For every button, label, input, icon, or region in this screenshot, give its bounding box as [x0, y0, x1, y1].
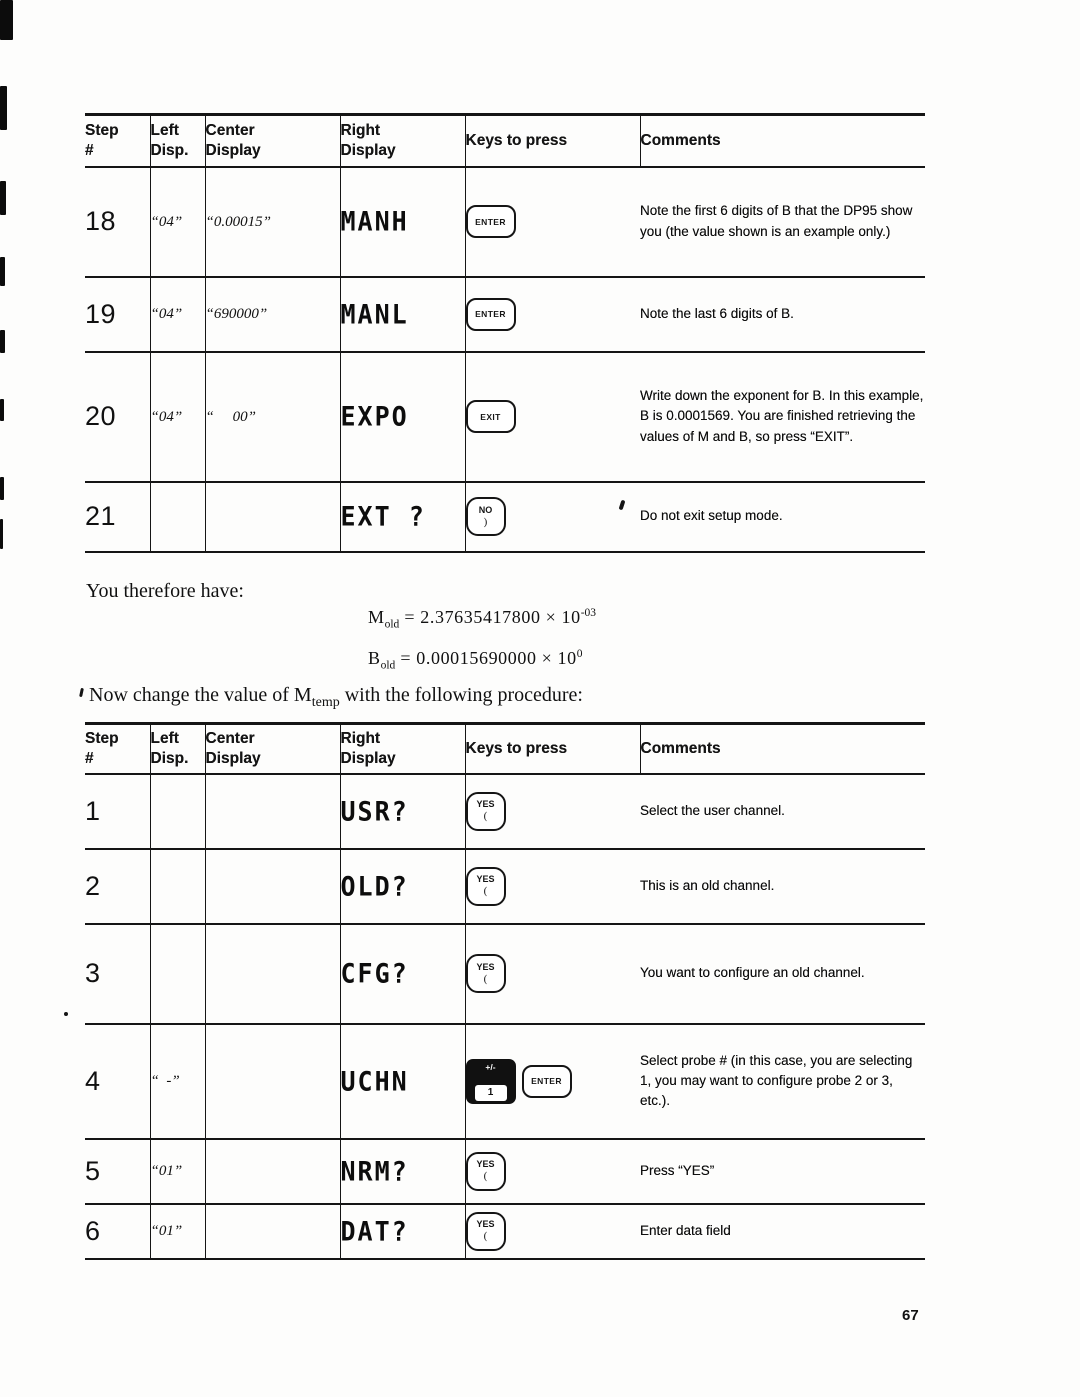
- col-header-keys: Keys to press: [465, 724, 640, 774]
- table-row: [85, 1024, 925, 1139]
- table-row: [85, 167, 925, 277]
- left-display-value: “ -”: [150, 1073, 180, 1089]
- scan-artifact: [0, 330, 5, 353]
- scan-artifact: [0, 477, 4, 500]
- stray-mark: [79, 688, 84, 697]
- step-number: 5: [85, 1155, 101, 1186]
- table-row: [85, 849, 925, 924]
- lcd-display: DAT?: [340, 1215, 409, 1247]
- no-key: NO ): [466, 497, 506, 536]
- table-row: [85, 1139, 925, 1204]
- col-header-left-disp: Left Disp.: [150, 115, 205, 167]
- lcd-display: NRM?: [340, 1155, 409, 1187]
- page-number: 67: [902, 1307, 919, 1324]
- left-display-value: “01”: [150, 1223, 183, 1239]
- yes-key: YES (: [466, 1212, 506, 1251]
- scan-artifact: [0, 399, 4, 421]
- intro-text: You therefore have:: [86, 580, 244, 602]
- left-display-value: “04”: [150, 213, 183, 230]
- table-header-row: [85, 724, 925, 774]
- col-header-right-display: Right Display: [340, 724, 465, 774]
- left-display-value: “04”: [150, 306, 183, 322]
- lcd-display: MANH: [340, 206, 409, 237]
- step-number: 2: [85, 870, 101, 901]
- m-old-equation: $M_{old} = 2.37635417800 \times 10^{-03}$: [368, 607, 597, 631]
- center-display-value: “ 00”: [205, 408, 256, 425]
- scan-artifact: [0, 257, 5, 286]
- plus-minus-1-key: +/- 1: [466, 1059, 516, 1104]
- comment-text: Do not exit setup mode.: [640, 508, 783, 524]
- procedure-intro-text: Now change the value of $M_{temp}$ with the following procedure:: [89, 684, 583, 710]
- step-number: 20: [85, 401, 117, 431]
- table-row: [85, 924, 925, 1024]
- center-display-value: “0.00015”: [205, 213, 271, 230]
- step-number: 6: [85, 1215, 101, 1246]
- yes-key: YES (: [466, 1152, 506, 1191]
- col-header-center-display: Center Display: [205, 724, 340, 774]
- step-number: 3: [85, 958, 101, 988]
- exit-key: EXIT: [466, 400, 516, 433]
- lcd-display: USR?: [340, 795, 409, 827]
- left-display-value: “01”: [150, 1163, 183, 1179]
- table-row: [85, 352, 925, 482]
- center-display-value: “690000”: [205, 306, 268, 322]
- yes-key: YES (: [466, 954, 506, 993]
- scan-artifact: [0, 181, 6, 215]
- comment-text: Select the user channel.: [640, 802, 785, 818]
- comment-text: Write down the exponent for B. In this example, B is 0.0001569. You are finished retrieving the values of M and B, so press “EXIT”.: [640, 388, 924, 444]
- lcd-display: EXT ?: [340, 501, 426, 532]
- enter-key: ENTER: [522, 1065, 572, 1098]
- lcd-display: EXPO: [340, 401, 409, 432]
- procedure-table-1: [85, 113, 925, 553]
- comment-text: Note the first 6 digits of B that the DP95 show you (the value shown is an example only.): [640, 203, 913, 239]
- table-row: [85, 774, 925, 849]
- step-number: 4: [85, 1065, 101, 1096]
- col-header-comments: Comments: [640, 115, 925, 167]
- step-number: 19: [85, 298, 117, 329]
- col-header-keys: Keys to press: [465, 115, 640, 167]
- scan-artifact: [0, 0, 13, 40]
- step-number: 18: [85, 206, 117, 236]
- lcd-display: UCHN: [340, 1065, 409, 1097]
- b-old-equation: $B_{old} = 0.00015690000 \times 10^0$: [368, 648, 583, 672]
- enter-key: ENTER: [466, 298, 516, 331]
- col-header-left-disp: Left Disp.: [150, 724, 205, 774]
- yes-key: YES (: [466, 867, 506, 906]
- col-header-comments: Comments: [640, 724, 925, 774]
- col-header-step: Step #: [85, 724, 150, 774]
- table-header-row: [85, 115, 925, 167]
- comment-text: Select probe # (in this case, you are selecting 1, you may want to configure probe 2 or 3, etc.).: [640, 1052, 913, 1109]
- col-header-step: Step #: [85, 115, 150, 167]
- comment-text: Note the last 6 digits of B.: [640, 305, 794, 321]
- stray-mark: [64, 1012, 68, 1016]
- lcd-display: MANL: [340, 298, 409, 330]
- table-row: [85, 277, 925, 352]
- col-header-center-display: Center Display: [205, 115, 340, 167]
- lcd-display: CFG?: [340, 958, 409, 989]
- comment-text: You want to configure an old channel.: [640, 965, 865, 981]
- enter-key: ENTER: [466, 205, 516, 238]
- scan-artifact: [0, 86, 7, 130]
- comment-text: Press “YES”: [640, 1162, 715, 1178]
- procedure-table-2: [85, 722, 925, 1260]
- step-number: 21: [85, 501, 117, 531]
- col-header-right-display: Right Display: [340, 115, 465, 167]
- table-row: [85, 482, 925, 552]
- left-display-value: “04”: [150, 408, 183, 425]
- step-number: 1: [85, 795, 101, 826]
- comment-text: This is an old channel.: [640, 877, 775, 893]
- comment-text: Enter data field: [640, 1222, 731, 1238]
- lcd-display: OLD?: [340, 870, 409, 902]
- table-row: [85, 1204, 925, 1259]
- yes-key: YES (: [466, 792, 506, 831]
- scan-artifact: [0, 519, 3, 549]
